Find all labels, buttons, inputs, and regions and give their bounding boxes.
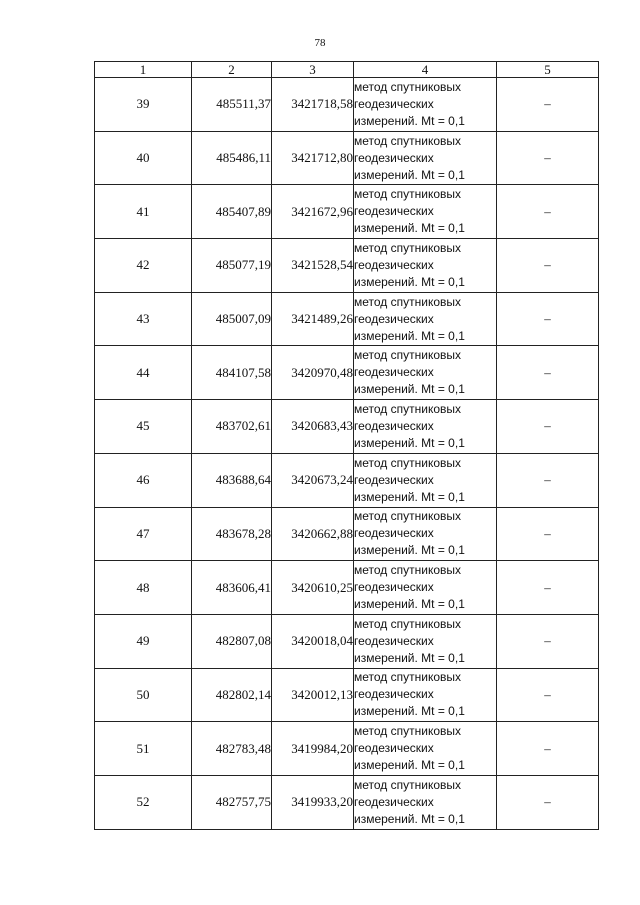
method-line: геодезических — [354, 526, 434, 541]
note-cell: – — [497, 561, 599, 615]
method-line: метод спутниковых — [354, 79, 462, 94]
method-line: измерений. Mt = 0,1 — [354, 435, 465, 450]
method-line: геодезических — [354, 311, 434, 326]
x-coordinate-cell: 482807,08 — [192, 614, 272, 668]
table-row — [95, 668, 599, 722]
method-line: метод спутниковых — [354, 724, 462, 739]
x-coordinate-cell: 485486,11 — [192, 131, 272, 185]
method-line: метод спутниковых — [354, 455, 462, 470]
method-cell — [354, 722, 497, 776]
note-cell: – — [497, 78, 599, 132]
x-coordinate-cell: 483606,41 — [192, 561, 272, 615]
x-coordinate-cell: 485077,19 — [192, 239, 272, 293]
note-cell: – — [497, 239, 599, 293]
method-cell — [354, 668, 497, 722]
point-number-cell: 42 — [95, 239, 192, 293]
method-line: измерений. Mt = 0,1 — [354, 221, 465, 236]
y-coordinate-cell: 3421528,54 — [272, 239, 354, 293]
point-number-cell: 45 — [95, 400, 192, 454]
method-cell — [354, 239, 497, 293]
method-line: метод спутниковых — [354, 348, 462, 363]
method-line: геодезических — [354, 204, 434, 219]
x-coordinate-cell: 483702,61 — [192, 400, 272, 454]
method-cell — [354, 131, 497, 185]
y-coordinate-cell: 3420662,88 — [272, 507, 354, 561]
method-line: измерений. Mt = 0,1 — [354, 704, 465, 719]
method-line: геодезических — [354, 418, 434, 433]
y-coordinate-cell: 3420012,13 — [272, 668, 354, 722]
method-line: измерений. Mt = 0,1 — [354, 328, 465, 343]
note-cell: – — [497, 614, 599, 668]
x-coordinate-cell: 485511,37 — [192, 78, 272, 132]
table-row — [95, 614, 599, 668]
method-line: измерений. Mt = 0,1 — [354, 382, 465, 397]
point-number-cell: 48 — [95, 561, 192, 615]
note-cell: – — [497, 507, 599, 561]
point-number-cell: 46 — [95, 453, 192, 507]
y-coordinate-cell: 3421712,80 — [272, 131, 354, 185]
x-coordinate-cell: 483678,28 — [192, 507, 272, 561]
method-line: геодезических — [354, 794, 434, 809]
method-line: измерений. Mt = 0,1 — [354, 113, 465, 128]
method-cell — [354, 346, 497, 400]
method-line: геодезических — [354, 741, 434, 756]
method-line: геодезических — [354, 472, 434, 487]
method-cell — [354, 561, 497, 615]
x-coordinate-cell: 485407,89 — [192, 185, 272, 239]
method-line: геодезических — [354, 633, 434, 648]
note-cell: – — [497, 400, 599, 454]
table-row — [95, 400, 599, 454]
y-coordinate-cell: 3419933,20 — [272, 775, 354, 829]
method-line: геодезических — [354, 96, 434, 111]
table-header-row — [95, 62, 599, 78]
method-line: измерений. Mt = 0,1 — [354, 597, 465, 612]
method-cell — [354, 614, 497, 668]
method-cell — [354, 292, 497, 346]
x-coordinate-cell: 484107,58 — [192, 346, 272, 400]
method-line: геодезических — [354, 257, 434, 272]
point-number-cell: 51 — [95, 722, 192, 776]
method-line: измерений. Mt = 0,1 — [354, 758, 465, 773]
method-cell — [354, 507, 497, 561]
method-cell — [354, 400, 497, 454]
column-header: 4 — [354, 62, 497, 78]
table-row — [95, 131, 599, 185]
method-line: метод спутниковых — [354, 240, 462, 255]
method-line: измерений. Mt = 0,1 — [354, 650, 465, 665]
point-number-cell: 40 — [95, 131, 192, 185]
column-header: 2 — [192, 62, 272, 78]
point-number-cell: 50 — [95, 668, 192, 722]
table-row — [95, 453, 599, 507]
table-body — [95, 78, 599, 830]
method-line: геодезических — [354, 687, 434, 702]
y-coordinate-cell: 3421489,26 — [272, 292, 354, 346]
method-line: измерений. Mt = 0,1 — [354, 543, 465, 558]
column-header: 5 — [497, 62, 599, 78]
method-line: геодезических — [354, 580, 434, 595]
note-cell: – — [497, 292, 599, 346]
method-cell — [354, 775, 497, 829]
method-line: метод спутниковых — [354, 509, 462, 524]
table-row — [95, 292, 599, 346]
y-coordinate-cell: 3421672,96 — [272, 185, 354, 239]
page-number: 78 — [314, 37, 326, 49]
point-number-cell: 44 — [95, 346, 192, 400]
x-coordinate-cell: 482757,75 — [192, 775, 272, 829]
table-row — [95, 185, 599, 239]
table-row — [95, 507, 599, 561]
x-coordinate-cell: 482783,48 — [192, 722, 272, 776]
y-coordinate-cell: 3420018,04 — [272, 614, 354, 668]
method-cell — [354, 78, 497, 132]
note-cell: – — [497, 722, 599, 776]
table-row — [95, 78, 599, 132]
method-line: метод спутниковых — [354, 670, 462, 685]
y-coordinate-cell: 3420683,43 — [272, 400, 354, 454]
point-number-cell: 52 — [95, 775, 192, 829]
y-coordinate-cell: 3420970,48 — [272, 346, 354, 400]
method-line: метод спутниковых — [354, 563, 462, 578]
method-cell — [354, 453, 497, 507]
method-line: измерений. Mt = 0,1 — [354, 274, 465, 289]
method-line: метод спутниковых — [354, 294, 462, 309]
note-cell: – — [497, 346, 599, 400]
method-line: измерений. Mt = 0,1 — [354, 811, 465, 826]
method-line: геодезических — [354, 365, 434, 380]
coordinates-table — [94, 61, 599, 830]
column-header: 1 — [95, 62, 192, 78]
x-coordinate-cell: 483688,64 — [192, 453, 272, 507]
point-number-cell: 47 — [95, 507, 192, 561]
method-line: метод спутниковых — [354, 401, 462, 416]
note-cell: – — [497, 453, 599, 507]
point-number-cell: 43 — [95, 292, 192, 346]
method-line: метод спутниковых — [354, 187, 462, 202]
y-coordinate-cell: 3419984,20 — [272, 722, 354, 776]
y-coordinate-cell: 3421718,58 — [272, 78, 354, 132]
method-line: измерений. Mt = 0,1 — [354, 167, 465, 182]
column-header: 3 — [272, 62, 354, 78]
point-number-cell: 49 — [95, 614, 192, 668]
y-coordinate-cell: 3420673,24 — [272, 453, 354, 507]
method-line: метод спутниковых — [354, 133, 462, 148]
method-line: измерений. Mt = 0,1 — [354, 489, 465, 504]
note-cell: – — [497, 185, 599, 239]
note-cell: – — [497, 131, 599, 185]
method-line: метод спутниковых — [354, 777, 462, 792]
method-cell — [354, 185, 497, 239]
x-coordinate-cell: 485007,09 — [192, 292, 272, 346]
point-number-cell: 39 — [95, 78, 192, 132]
table-row — [95, 346, 599, 400]
table-row — [95, 775, 599, 829]
method-line: геодезических — [354, 150, 434, 165]
table-row — [95, 239, 599, 293]
table-row — [95, 561, 599, 615]
note-cell: – — [497, 668, 599, 722]
note-cell: – — [497, 775, 599, 829]
method-line: метод спутниковых — [354, 616, 462, 631]
y-coordinate-cell: 3420610,25 — [272, 561, 354, 615]
point-number-cell: 41 — [95, 185, 192, 239]
x-coordinate-cell: 482802,14 — [192, 668, 272, 722]
table-row — [95, 722, 599, 776]
